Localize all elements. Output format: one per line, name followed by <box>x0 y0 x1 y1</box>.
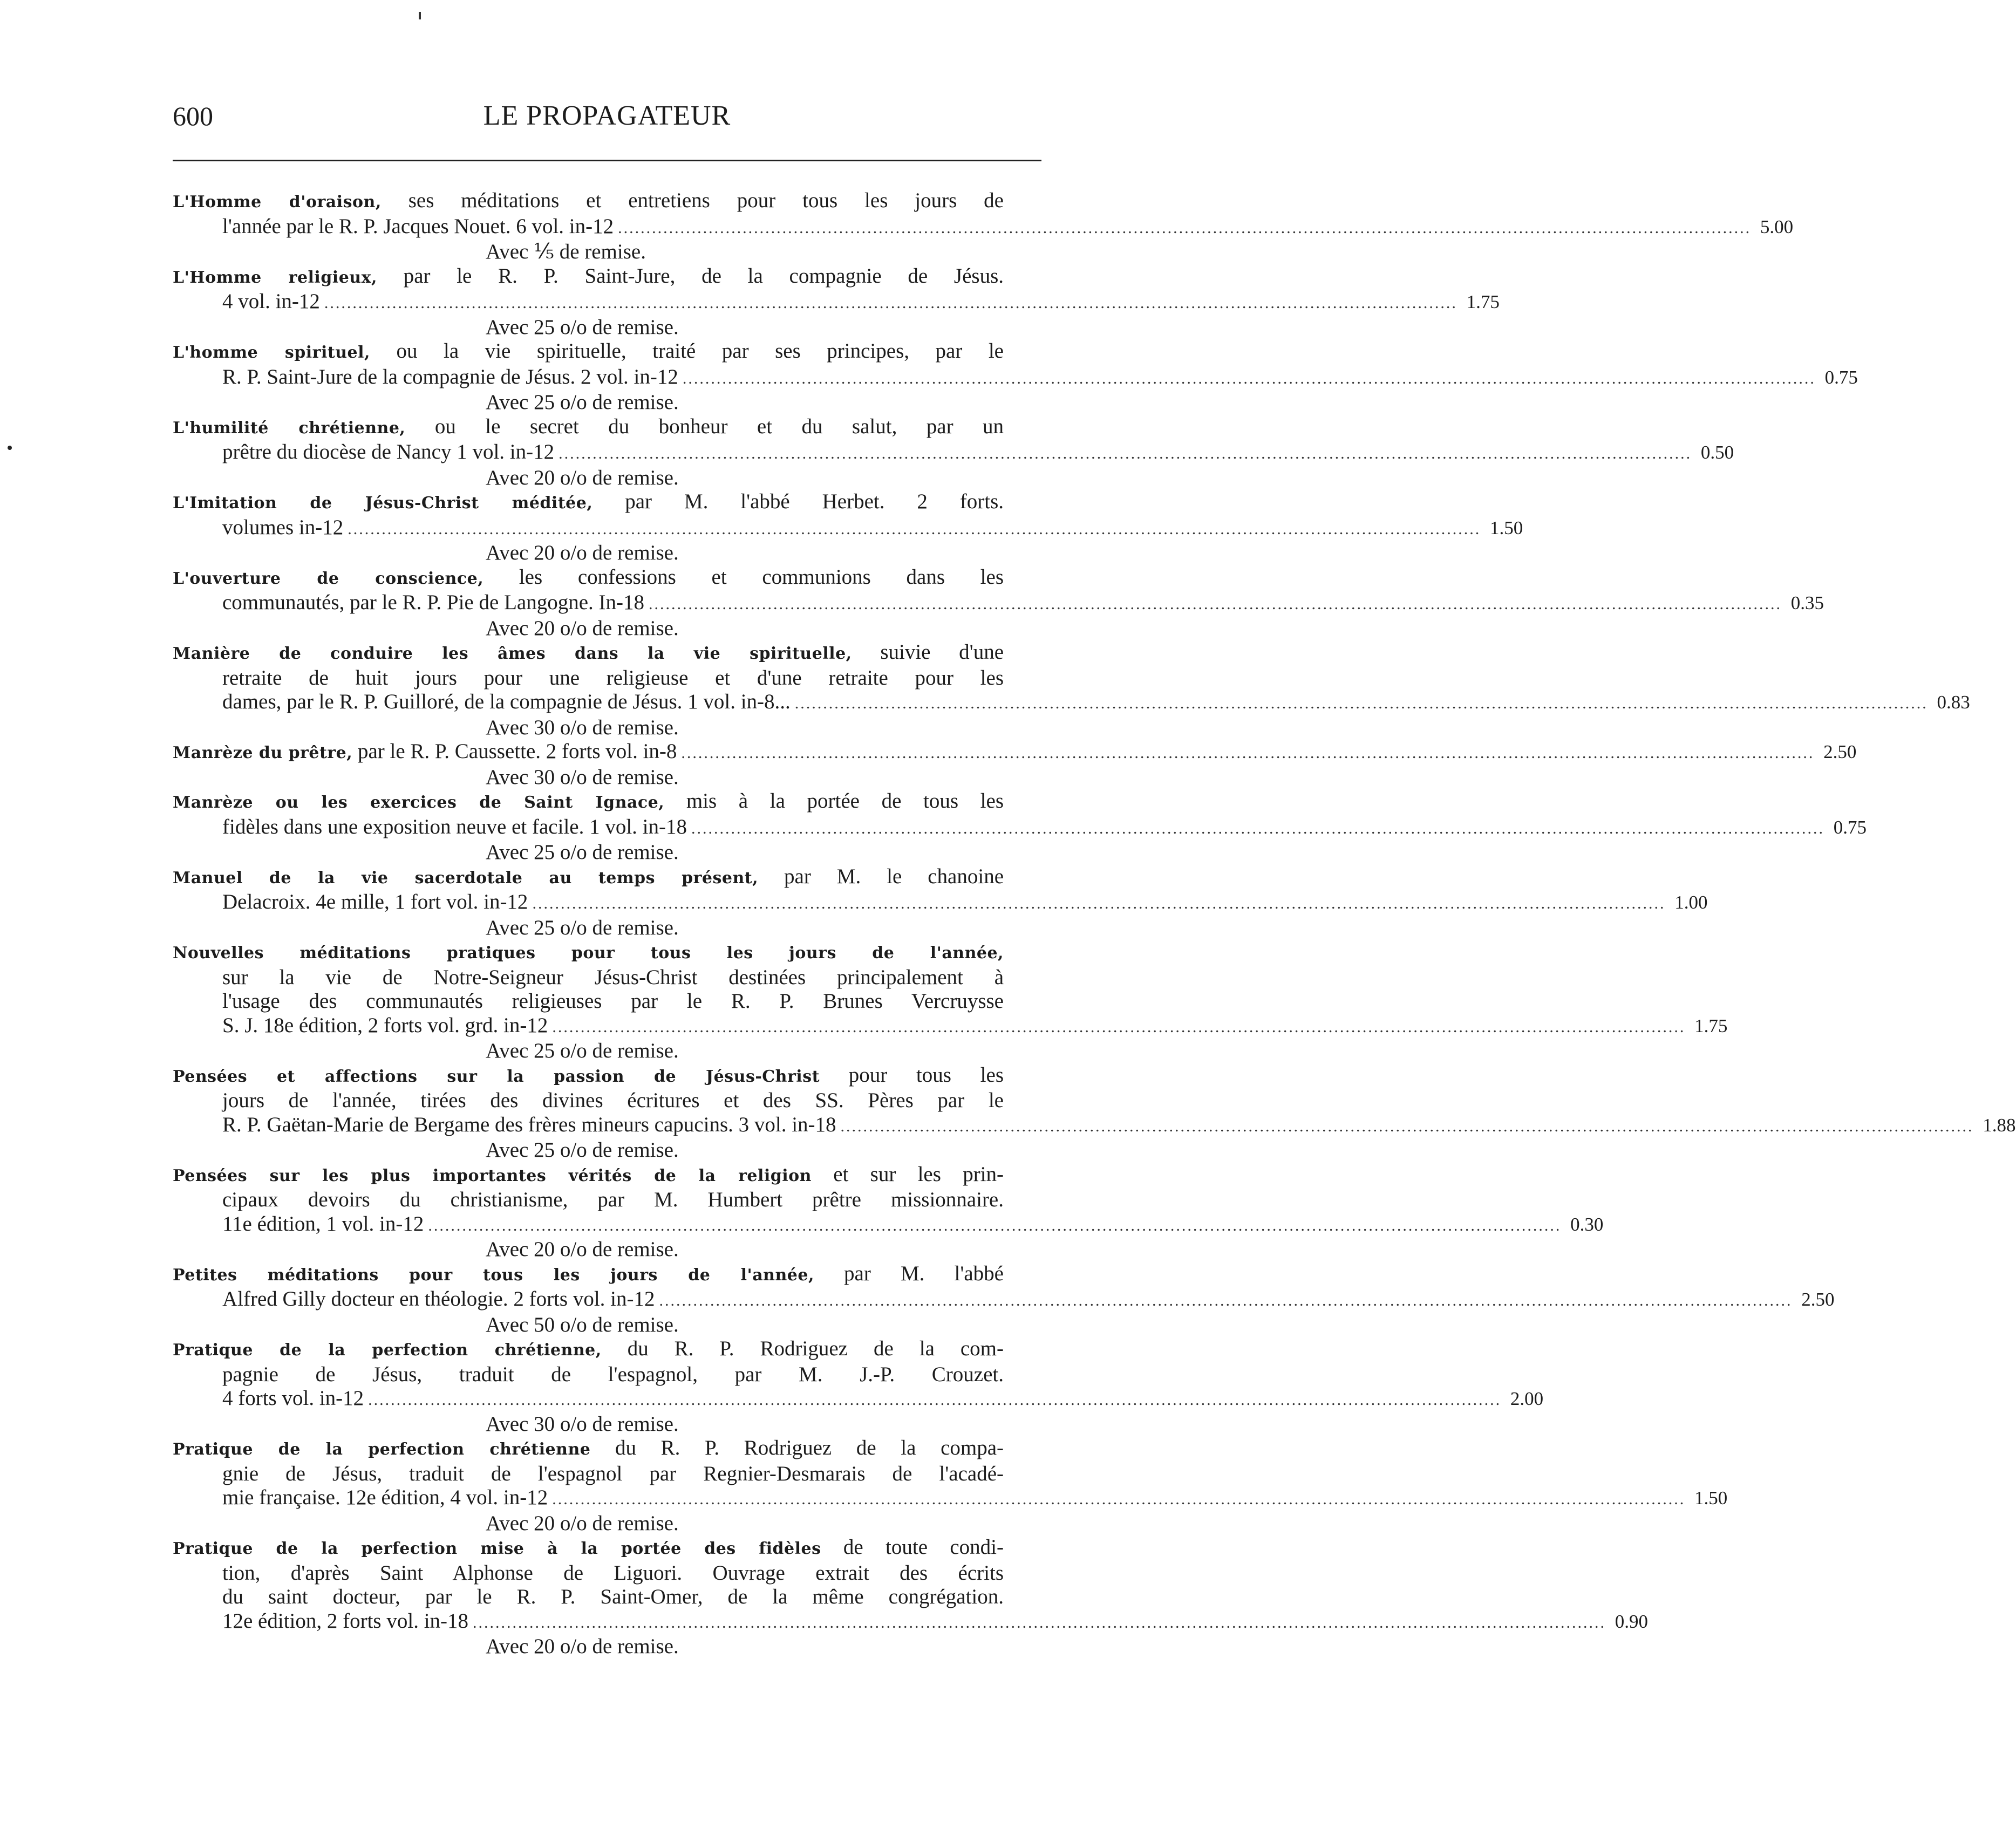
entry-price-line <box>173 365 1858 391</box>
catalog-entry <box>173 864 1708 940</box>
entry-text: les confessions et communions dans les <box>519 565 1004 589</box>
entry-text: par le R. P. Saint-Jure, de la compagnie de Jésus. <box>403 264 1004 288</box>
entry-price-line <box>173 890 1708 916</box>
entry-title: Pensées sur les plus importantes vérités de la religion <box>173 1166 812 1185</box>
entry-text-line: sur la vie de Notre-Seigneur Jésus-Christ destinées principalement à <box>222 965 1004 989</box>
entry-title-line <box>173 1337 1004 1363</box>
entry-title: L'Homme religieux, <box>173 268 377 287</box>
entry-text: 4 vol. in-12 <box>222 290 320 313</box>
catalog-entry <box>173 1063 2016 1163</box>
discount-line: Avec 20 o/o de remise. <box>486 1511 679 1535</box>
entry-title: L'homme spirituel, <box>173 343 370 362</box>
entry-price: 0.83 <box>1937 692 1970 713</box>
entry-title: Nouvelles méditations pratiques pour tous les jours de l'année, <box>173 944 1004 963</box>
entry-text: communautés, par le R. P. Pie de Langogne. In-18 <box>222 591 644 614</box>
dot-leader: ........................................................................................................................................................................................................ <box>559 445 1692 462</box>
entry-title: Manière de conduire les âmes dans la vie spirituelle, <box>173 644 852 663</box>
discount-line: Avec ⅕ de remise. <box>486 240 646 263</box>
entry-price-line <box>173 1212 1604 1238</box>
discount-line: Avec 30 o/o de remise. <box>486 1412 679 1436</box>
discount-line: Avec 20 o/o de remise. <box>486 541 679 564</box>
discount-line: Avec 25 o/o de remise. <box>486 315 679 339</box>
entry-title-line <box>173 565 1004 591</box>
discount-line: Avec 30 o/o de remise. <box>486 715 679 739</box>
entry-title-line <box>173 740 1857 766</box>
catalog-entries <box>173 189 2016 1659</box>
catalog-entry <box>173 264 1500 340</box>
entry-text: et sur les prin- <box>833 1162 1004 1186</box>
entry-text: R. P. Gaëtan-Marie de Bergame des frères mineurs capucins. 3 vol. in-18 <box>222 1112 836 1136</box>
entry-text: du R. P. Rodriguez de la com- <box>627 1337 1004 1360</box>
discount-line: Avec 20 o/o de remise. <box>486 1635 679 1658</box>
entry-title-line <box>173 490 1004 516</box>
discount-line: Avec 20 o/o de remise. <box>486 616 679 640</box>
catalog-entry <box>173 740 1857 789</box>
entry-text-line: l'usage des communautés religieuses par le R. P. Brunes Vercruysse <box>222 989 1004 1013</box>
entry-title: Manuel de la vie sacerdotale au temps présent, <box>173 868 759 888</box>
page-number: 600 <box>173 101 213 131</box>
entry-price: 1.50 <box>1489 517 1523 538</box>
entry-title: Manrèze ou les exercices de Saint Ignace, <box>173 793 665 812</box>
entry-text: pour tous les <box>848 1063 1004 1087</box>
entry-text: 11e édition, 1 vol. in-12 <box>222 1212 424 1236</box>
entry-text: par M. l'abbé Herbet. 2 forts. <box>625 490 1004 513</box>
catalog-entry <box>173 640 1970 740</box>
dot-leader: ........................................................................................................................................................................................................ <box>681 744 1815 762</box>
running-title: LE PROPAGATEUR <box>483 100 731 131</box>
discount-line: Avec 25 o/o de remise. <box>486 1039 679 1062</box>
dot-leader: ........................................................................................................................................................................................................ <box>682 369 1816 387</box>
entry-price: 0.90 <box>1615 1610 1649 1632</box>
entry-text-line: gnie de Jésus, traduit de l'espagnol par Regnier-Desmarais de l'acadé- <box>222 1462 1004 1485</box>
discount-line: Avec 20 o/o de remise. <box>486 466 679 489</box>
entry-title: Petites méditations pour tous les jours de l'année, <box>173 1265 814 1285</box>
entry-text: R. P. Saint-Jure de la compagnie de Jésus. 2 vol. in-12 <box>222 365 678 388</box>
entry-title-line <box>173 640 1004 666</box>
entry-price-line <box>173 815 1867 841</box>
catalog-entry <box>173 1162 1604 1262</box>
entry-price-line <box>173 1013 1728 1040</box>
entry-title: Pensées et affections sur la passion de Jésus-Christ <box>173 1067 820 1086</box>
entry-text: Delacroix. 4e mille, 1 fort vol. in-12 <box>222 890 528 913</box>
dot-leader: ........................................................................................................................................................................................................ <box>368 1391 1502 1409</box>
margin-dot <box>8 446 12 450</box>
dot-leader: ........................................................................................................................................................................................................ <box>532 895 1666 912</box>
entry-title: L'ouverture de conscience, <box>173 569 484 588</box>
entry-price-line <box>173 440 1734 466</box>
discount-line: Avec 25 o/o de remise. <box>486 1138 679 1162</box>
entry-title-line <box>173 1262 1004 1288</box>
discount-line: Avec 30 o/o de remise. <box>486 765 679 789</box>
entry-price: 0.75 <box>1833 816 1867 838</box>
entry-text: par M. le chanoine <box>784 864 1004 888</box>
dot-leader: ........................................................................................................................................................................................................ <box>428 1216 1562 1234</box>
entry-price: 0.35 <box>1790 592 1824 613</box>
entry-title-line <box>173 1436 1004 1462</box>
entry-lead <box>173 740 677 766</box>
entry-title-line <box>173 1163 1004 1189</box>
catalog-entry <box>173 565 1824 641</box>
entry-price: 2.50 <box>1801 1289 1835 1310</box>
entry-text-line: cipaux devoirs du christianisme, par M. Humbert prêtre missionnaire. <box>222 1188 1004 1211</box>
entry-title-line <box>173 339 1004 365</box>
entry-title: Pratique de la perfection chrétienne <box>173 1440 591 1459</box>
entry-title-line <box>173 865 1004 891</box>
dot-leader: ........................................................................................................................................................................................................ <box>348 520 1481 538</box>
catalog-entry <box>173 940 1728 1063</box>
entry-title-line <box>173 940 1004 966</box>
entry-price: 2.00 <box>1510 1388 1544 1409</box>
entry-price-line <box>173 1112 2016 1139</box>
entry-price-line <box>173 1609 1649 1635</box>
entry-price-line <box>173 591 1824 617</box>
entry-text: par M. l'abbé <box>844 1261 1004 1285</box>
entry-title-line <box>173 189 1004 215</box>
entry-price: 2.50 <box>1823 741 1857 762</box>
entry-title-line <box>173 1063 1004 1089</box>
entry-price-line <box>173 1387 1544 1412</box>
entry-text: prêtre du diocèse de Nancy 1 vol. in-12 <box>222 440 555 463</box>
entry-text: volumes in-12 <box>222 515 344 539</box>
catalog-entry <box>173 490 1523 565</box>
entry-text: mie française. 12e édition, 4 vol. in-12 <box>222 1486 548 1509</box>
entry-title: Manrèze du prêtre, <box>173 743 353 762</box>
entry-price: 1.50 <box>1694 1487 1728 1509</box>
entry-text: ses méditations et entretiens pour tous les jours de <box>408 189 1004 212</box>
entry-title-line <box>173 1535 1004 1561</box>
dot-leader: ........................................................................................................................................................................................................ <box>473 1613 1606 1632</box>
entry-text: l'année par le R. P. Jacques Nouet. 6 vol. in-12 <box>222 214 614 238</box>
dot-leader: ........................................................................................................................................................................................................ <box>618 219 1752 237</box>
dot-leader: ........................................................................................................................................................................................................ <box>649 595 1782 613</box>
discount-line: Avec 25 o/o de remise. <box>486 916 679 939</box>
entry-text-line: pagnie de Jésus, traduit de l'espagnol, par M. J.-P. Crouzet. <box>222 1362 1004 1386</box>
entry-price: 1.88 <box>1983 1114 2016 1136</box>
entry-text-line: retraite de huit jours pour une religieuse et d'une retraite pour les <box>222 666 1004 690</box>
entry-title: L'Homme d'oraison, <box>173 193 382 211</box>
dot-leader: ........................................................................................................................................................................................................ <box>552 1490 1686 1508</box>
entry-text: ou le secret du bonheur et du salut, par un <box>434 414 1004 438</box>
entry-text-line: jours de l'année, tirées des divines écritures et des SS. Pères par le <box>222 1089 1004 1112</box>
entry-price-line <box>173 515 1523 542</box>
entry-price: 1.75 <box>1694 1015 1728 1036</box>
entry-text: 12e édition, 2 forts vol. in-18 <box>222 1609 469 1633</box>
entry-price: 0.50 <box>1700 442 1734 463</box>
entry-title: L'humilité chrétienne, <box>173 418 406 438</box>
discount-line: Avec 25 o/o de remise. <box>486 841 679 864</box>
entry-text: fidèles dans une exposition neuve et facile. 1 vol. in-18 <box>222 815 687 838</box>
catalog-entry <box>173 1436 1728 1535</box>
entry-text: 4 forts vol. in-12 <box>222 1387 364 1410</box>
catalog-entry <box>173 1261 1835 1337</box>
entry-text: du R. P. Rodriguez de la compa- <box>615 1436 1004 1459</box>
header-rule <box>173 160 1041 161</box>
page-header <box>173 97 1041 135</box>
entry-text: suivie d'une <box>880 640 1004 664</box>
entry-title-line <box>173 415 1004 441</box>
entry-price: 5.00 <box>1760 216 1794 237</box>
catalog-entry <box>173 1337 1544 1436</box>
entry-title-line <box>173 789 1004 815</box>
entry-text-line: tion, d'après Saint Alphonse de Liguori. Ouvrage extrait des écrits <box>222 1561 1004 1585</box>
discount-line: Avec 50 o/o de remise. <box>486 1313 679 1336</box>
entry-price-line <box>173 290 1500 316</box>
entry-price: 0.75 <box>1824 366 1858 388</box>
dot-leader: ........................................................................................................................................................................................................ <box>794 694 1928 712</box>
entry-title: Pratique de la perfection chrétienne, <box>173 1341 602 1360</box>
catalog-entry <box>173 414 1734 490</box>
entry-text: S. J. 18e édition, 2 forts vol. grd. in-12 <box>222 1013 548 1037</box>
entry-price-line <box>173 1287 1835 1313</box>
entry-price: 0.30 <box>1570 1213 1604 1235</box>
ink-speck <box>419 12 421 19</box>
dot-leader: ........................................................................................................................................................................................................ <box>659 1292 1793 1309</box>
entry-price-line <box>173 1486 1728 1512</box>
entry-text-line: du saint docteur, par le R. P. Saint-Omer, de la même congrégation. <box>222 1585 1004 1608</box>
catalog-entry <box>173 789 1867 865</box>
entry-text: mis à la portée de tous les <box>686 789 1004 813</box>
discount-line: Avec 25 o/o de remise. <box>486 391 679 414</box>
entry-title: Pratique de la perfection mise à la portée des fidèles <box>173 1539 821 1558</box>
discount-line: Avec 20 o/o de remise. <box>486 1238 679 1261</box>
entry-text: par le R. P. Caussette. 2 forts vol. in-8 <box>352 740 677 763</box>
entry-text: ou la vie spirituelle, traité par ses principes, par le <box>396 339 1004 363</box>
entry-title-line <box>173 264 1004 290</box>
dot-leader: ........................................................................................................................................................................................................ <box>691 819 1825 837</box>
entry-price-line <box>173 214 1794 241</box>
dot-leader: ........................................................................................................................................................................................................ <box>840 1117 1974 1135</box>
dot-leader: ........................................................................................................................................................................................................ <box>324 294 1457 312</box>
catalog-entry <box>173 339 1858 415</box>
entry-text: Alfred Gilly docteur en théologie. 2 forts vol. in-12 <box>222 1287 655 1311</box>
catalog-entry <box>173 1535 1649 1659</box>
entry-text: de toute condi- <box>843 1535 1004 1559</box>
entry-price-line <box>173 690 1970 716</box>
entry-price: 1.00 <box>1674 892 1708 913</box>
entry-price: 1.75 <box>1466 291 1500 312</box>
catalog-entry <box>173 189 1794 264</box>
dot-leader: ........................................................................................................................................................................................................ <box>552 1018 1686 1036</box>
entry-text: dames, par le R. P. Guilloré, de la compagnie de Jésus. 1 vol. in-8... <box>222 690 791 713</box>
entry-title: L'Imitation de Jésus-Christ méditée, <box>173 494 593 513</box>
